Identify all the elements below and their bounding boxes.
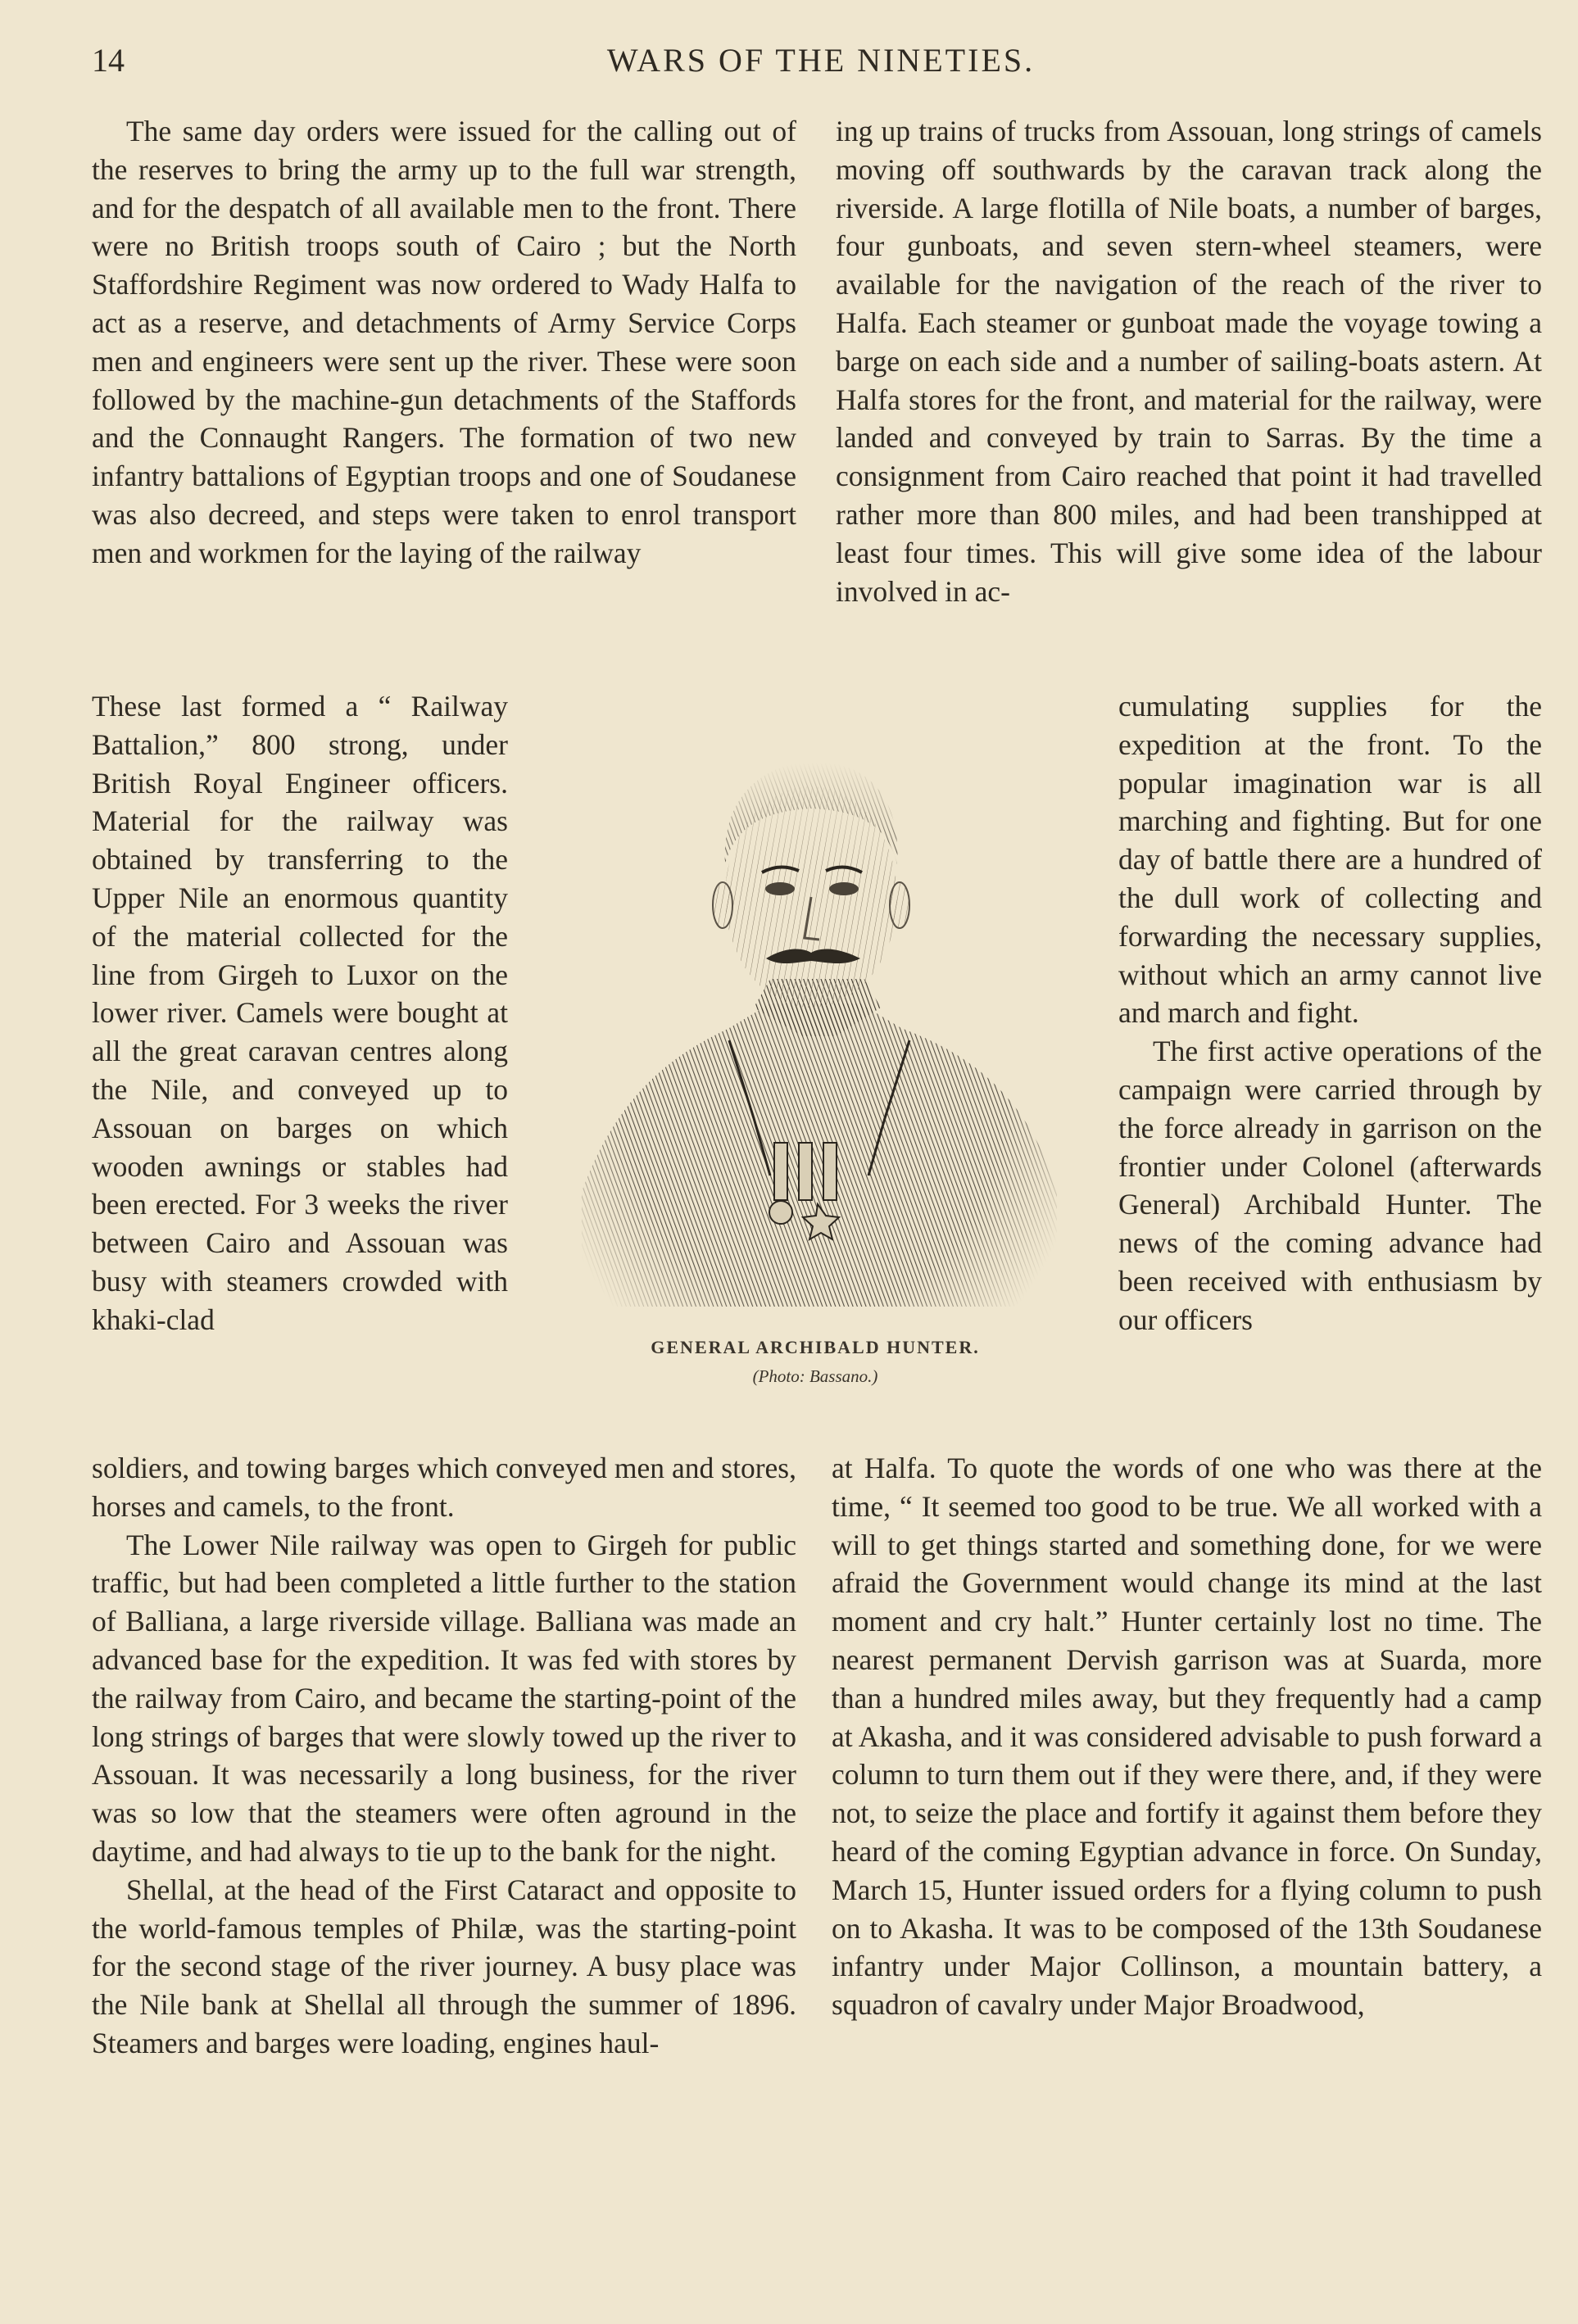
paragraph: soldiers, and towing barges which conveyed men and stores, horses and camels, to the front.	[92, 1452, 796, 1523]
running-title: WARS OF THE NINETIES.	[606, 42, 1036, 79]
page-header	[92, 41, 1550, 90]
figure-caption	[574, 1337, 1057, 1387]
caption-credit: (Photo: Bassano.)	[752, 1366, 878, 1386]
paragraph: Shellal, at the head of the First Cataract and opposite to the world-famous temples of Philæ, was the starting-point for the second stage of the river journey. A busy place was the Nile bank at Shellal all through the summer of 1896. Steamers and barges were loading, engines haul-	[92, 1873, 796, 2059]
caption-title: GENERAL ARCHIBALD HUNTER.	[651, 1337, 980, 1357]
left-column-bottom	[92, 1449, 796, 2063]
paragraph: The first active operations of the campaign were carried through by the force already in garrison on the frontier under Colonel (afterwards General) Archibald Hunter. The news of the coming advance had been received with enthusiasm by our officers	[1118, 1035, 1542, 1336]
paragraph: These last formed a “ Railway Battalion,” 800 strong, under British Royal Engineer officers. Material for the railway was obtained by transferring to the Upper Nile an enormous quantity of the material collected for the line from Girgeh to Luxor on the lower river. Camels were bought at all the great caravan centres along the Nile, and conveyed up to Assouan on barges on which wooden awnings or stables had been erected. For 3 weeks the river between Cairo and Assouan was busy with steamers crowded with khaki-clad	[92, 690, 508, 1336]
portrait-engraving	[565, 733, 1065, 1323]
paragraph: ing up trains of trucks from Assouan, long strings of camels moving off southwards by the caravan track along the riverside. A large flotilla of Nile boats, a number of barges, four gunboats, and seven stern-wheel steamers, were available for the navigation of the reach of the river to Halfa. Each steamer or gunboat made the voyage towing a barge on each side and a number of sailing-boats astern. At Halfa stores for the front, and material for the railway, were landed and conveyed by train to Sarras. By the time a consignment from Cairo reached that point it had travelled rather more than 800 miles, and had been transhipped at least four times. This will give some idea of the labour involved in ac-	[836, 115, 1542, 608]
paragraph: cumulating supplies for the expedition at the front. To the popular imagination war is all marching and fighting. But for one day of battle there are a hundred of the dull work of collecting and forwarding the necessary supplies, without which an army cannot live and march and fight.	[1118, 690, 1542, 1030]
left-column-top	[92, 112, 796, 573]
left-column-wrap	[92, 687, 508, 1339]
paragraph: at Halfa. To quote the words of one who was there at the time, “ It seemed too good to be true. We all worked with a will to get things started and something done, for we were afraid the Government would change its mind at the last moment and cry halt.” Hunter certainly lost no time. The nearest permanent Dervish garrison was at Suarda, more than a hundred miles away, but they frequently had a camp at Akasha, and it was considered advisable to push forward a column to turn them out if they were there, and, if they were not, to seize the place and fortify it against them before they heard of the coming Egyptian advance in force. On Sunday, March 15, Hunter issued orders for a flying column to push on to Akasha. It was to be composed of the 13th Soudanese infantry under Major Collinson, a mountain battery, a squadron of cavalry under Major Broadwood,	[832, 1452, 1542, 2022]
paragraph: The same day orders were issued for the calling out of the reserves to bring the army up to the full war strength, and for the despatch of all available men to the front. There were no British troops south of Cairo ; but the North Staffordshire Regiment was now ordered to Wady Halfa to act as a reserve, and detachments of Army Service Corps men and engineers were sent up the river. These were soon followed by the machine-gun detachments of the Staffords and the Connaught Rangers. The formation of two new infantry battalions of Egyptian troops and one of Soudanese was also decreed, and steps were taken to enrol transport men and workmen for the laying of the railway	[92, 115, 796, 569]
page-number: 14	[92, 42, 125, 79]
right-column-bottom	[832, 1449, 1542, 2024]
right-column-wrap	[1118, 687, 1542, 1339]
right-column-top	[836, 112, 1542, 610]
paragraph: The Lower Nile railway was open to Girgeh for public traffic, but had been completed a little further to the station of Balliana, a large riverside village. Balliana was made an advanced base for the expedition. It was fed with stores by the railway from Cairo, and became the starting-point of the long strings of barges that were slowly towed up the river to Assouan. It was necessarily a long business, for the river was so low that the steamers were often aground in the daytime, and had always to tie up to the bank for the night.	[92, 1528, 796, 1868]
portrait-figure	[565, 733, 1065, 1323]
